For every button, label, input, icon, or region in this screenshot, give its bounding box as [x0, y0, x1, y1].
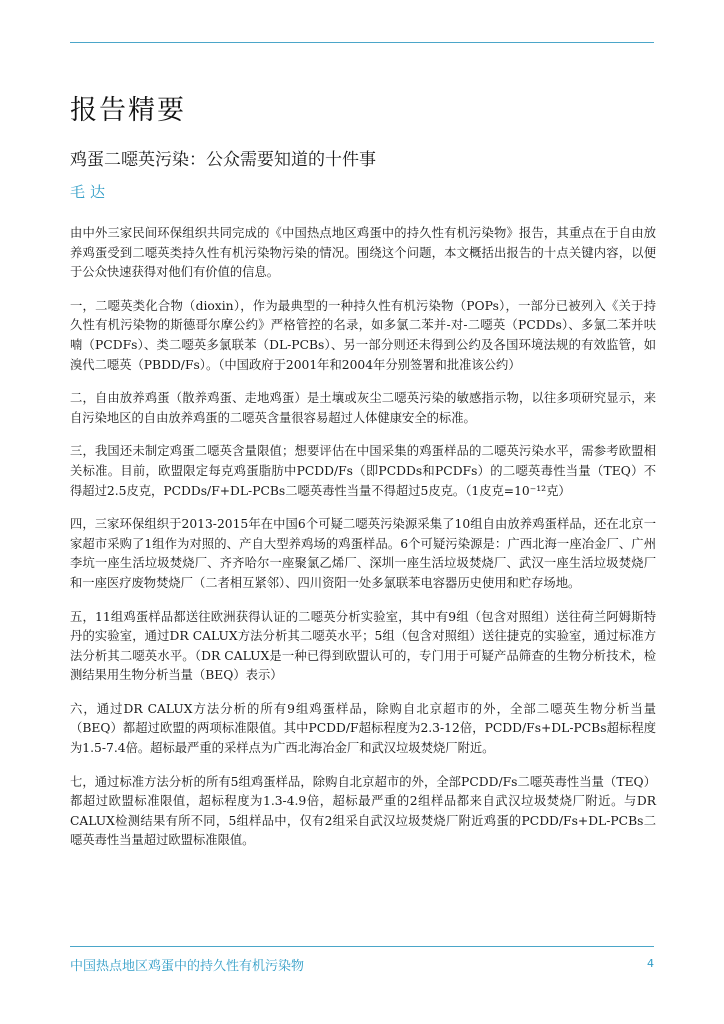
- page-number: 4: [647, 957, 654, 970]
- intro-paragraph: 由中外三家民间环保组织共同完成的《中国热点地区鸡蛋中的持久性有机污染物》报告，其重点在于自由放养鸡蛋受到二噁英类持久性有机污染物污染的情况。围绕这个问题，本文概括出报告的十点关键内容，以便于公众快速获得对他们有价值的信息。: [70, 226, 656, 280]
- footer-report-title: 中国热点地区鸡蛋中的持久性有机污染物: [70, 959, 305, 974]
- top-divider: [70, 42, 654, 43]
- point-2-paragraph: 二，自由放养鸡蛋（散养鸡蛋、走地鸡蛋）是土壤或灰尘二噁英污染的敏感指示物，以往多项研究显示，来自污染地区的自由放养鸡蛋的二噁英含量很容易超过人体健康安全的标准。: [70, 391, 656, 425]
- point-5-paragraph: 五，11组鸡蛋样品都送往欧洲获得认证的二噁英分析实验室，其中有9组（包含对照组）送往荷兰阿姆斯特丹的实验室，通过DR CALUX方法分析其二噁英水平；5组（包含对照组）送往捷克的实验室，通过标准方法分析其二噁英水平。（DR CALUX是一种已得到欧盟认可的，专门用于可疑产品筛查的生物分析技术，检测结果用生物分析当量（BEQ）表示）: [70, 609, 656, 683]
- author-name: 毛达: [70, 183, 111, 201]
- page-subtitle: 鸡蛋二噁英污染：公众需要知道的十件事: [70, 150, 376, 170]
- article-body: [70, 224, 656, 865]
- bottom-divider: [70, 946, 654, 947]
- point-1-paragraph: 一，二噁英类化合物（dioxin），作为最典型的一种持久性有机污染物（POPs），一部分已被列入《关于持久性有机污染物的斯德哥尔摩公约》严格管控的名录，如多氯二苯并-对-二噁英（PCDDs）、多氯二苯并呋喃（PCDFs）、类二噁英多氯联苯（DL-PCBs）、另一部分则还未得到公约及各国环境法规的有效监管，如溴代二噁英（PBDD/Fs）。（中国政府于2001年和2004年分别签署和批准该公约）: [70, 298, 656, 372]
- point-7-paragraph: 七，通过标准方法分析的所有5组鸡蛋样品，除购自北京超市的外，全部PCDD/Fs二噁英毒性当量（TEQ）都超过欧盟标准限值，超标程度为1.3-4.9倍，超标最严重的2组样品都来自武汉垃圾焚烧厂附近。与DR CALUX检测结果有所不同，5组样品中，仅有2组采自武汉垃圾焚烧厂附近鸡蛋的PCDD/Fs+DL-PCBs二噁英毒性当量超过欧盟标准限值。: [70, 774, 656, 848]
- point-4-paragraph: 四，三家环保组织于2013-2015年在中国6个可疑二噁英污染源采集了10组自由放养鸡蛋样品，还在北京一家超市采购了1组作为对照的、产自大型养鸡场的鸡蛋样品。6个可疑污染源是：广西北海一座冶金厂、广州李坑一座生活垃圾焚烧厂、齐齐哈尔一座聚氯乙烯厂、深圳一座生活垃圾焚烧厂、武汉一座生活垃圾焚烧厂和一座医疗废物焚烧厂（二者相互紧邻）、四川资阳一处多氯联苯电容器历史使用和贮存场地。: [70, 517, 656, 590]
- point-3-paragraph: 三，我国还未制定鸡蛋二噁英含量限值；想要评估在中国采集的鸡蛋样品的二噁英污染水平，需参考欧盟相关标准。目前，欧盟限定每克鸡蛋脂肪中PCDD/Fs（即PCDDs和PCDFs）的二噁英毒性当量（TEQ）不得超过2.5皮克，PCDDs/F+DL-PCBs二噁英毒性当量不得超过5皮克。（1皮克=10⁻¹²克）: [70, 444, 656, 498]
- page-title: 报告精要: [70, 95, 186, 126]
- point-6-paragraph: 六，通过DR CALUX方法分析的所有9组鸡蛋样品，除购自北京超市的外，全部二噁英生物分析当量（BEQ）都超过欧盟的两项标准限值。其中PCDD/F超标程度为2.3-12倍，PCDD/Fs+DL-PCBs超标程度为1.5-7.4倍。超标最严重的采样点为广西北海冶金厂和武汉垃圾焚烧厂附近。: [70, 701, 656, 756]
